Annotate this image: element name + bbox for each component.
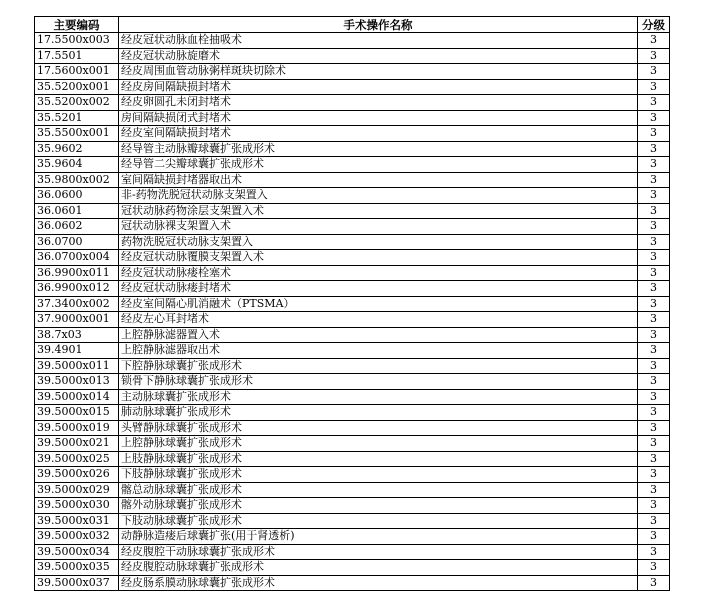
level-cell: 3	[638, 374, 670, 390]
name-cell: 经皮腹腔动脉球囊扩张成形术	[119, 560, 638, 576]
table-row	[35, 33, 670, 49]
name-cell: 经皮肠系膜动脉球囊扩张成形术	[119, 575, 638, 591]
table-row	[35, 234, 670, 250]
level-cell: 3	[638, 48, 670, 64]
name-cell: 经导管主动脉瓣球囊扩张成形术	[119, 141, 638, 157]
code-cell: 39.5000x014	[35, 389, 119, 405]
table-row	[35, 157, 670, 173]
level-cell: 3	[638, 157, 670, 173]
level-cell: 3	[638, 405, 670, 421]
level-cell: 3	[638, 358, 670, 374]
code-cell: 39.5000x029	[35, 482, 119, 498]
level-cell: 3	[638, 64, 670, 80]
header-code: 主要编码	[35, 17, 119, 33]
level-cell: 3	[638, 33, 670, 49]
table-body	[35, 33, 670, 591]
name-cell: 经皮冠状动脉覆膜支架置入术	[119, 250, 638, 266]
header-name: 手术操作名称	[119, 17, 638, 33]
table-row	[35, 110, 670, 126]
name-cell: 上腔静脉滤器置入术	[119, 327, 638, 343]
code-cell: 36.0600	[35, 188, 119, 204]
level-cell: 3	[638, 141, 670, 157]
level-cell: 3	[638, 529, 670, 545]
table-row	[35, 265, 670, 281]
name-cell: 髂外动脉球囊扩张成形术	[119, 498, 638, 514]
level-cell: 3	[638, 498, 670, 514]
name-cell: 经皮房间隔缺损封堵术	[119, 79, 638, 95]
table-row	[35, 64, 670, 80]
code-cell: 39.5000x035	[35, 560, 119, 576]
name-cell: 药物洗脱冠状动脉支架置入	[119, 234, 638, 250]
name-cell: 髂总动脉球囊扩张成形术	[119, 482, 638, 498]
level-cell: 3	[638, 420, 670, 436]
table-row	[35, 219, 670, 235]
code-cell: 17.5501	[35, 48, 119, 64]
code-cell: 39.5000x030	[35, 498, 119, 514]
code-cell: 39.5000x021	[35, 436, 119, 452]
name-cell: 上腔静脉滤器取出术	[119, 343, 638, 359]
level-cell: 3	[638, 126, 670, 142]
code-cell: 39.5000x011	[35, 358, 119, 374]
code-cell: 37.9000x001	[35, 312, 119, 328]
table-row	[35, 374, 670, 390]
name-cell: 经皮冠状动脉瘘封堵术	[119, 281, 638, 297]
name-cell: 上肢静脉球囊扩张成形术	[119, 451, 638, 467]
code-cell: 39.5000x025	[35, 451, 119, 467]
table-row	[35, 389, 670, 405]
table-row	[35, 343, 670, 359]
table-row	[35, 172, 670, 188]
name-cell: 非-药物洗脱冠状动脉支架置入	[119, 188, 638, 204]
table-row	[35, 544, 670, 560]
level-cell: 3	[638, 203, 670, 219]
table-row	[35, 405, 670, 421]
code-cell: 35.5201	[35, 110, 119, 126]
code-cell: 35.9602	[35, 141, 119, 157]
code-cell: 36.9900x012	[35, 281, 119, 297]
table-row	[35, 451, 670, 467]
table-row	[35, 250, 670, 266]
name-cell: 动静脉造瘘后球囊扩张(用于肾透析)	[119, 529, 638, 545]
name-cell: 经皮室间隔心肌消融术（PTSMA）	[119, 296, 638, 312]
code-cell: 35.5200x001	[35, 79, 119, 95]
code-cell: 39.5000x026	[35, 467, 119, 483]
code-cell: 39.5000x037	[35, 575, 119, 591]
code-cell: 17.5500x003	[35, 33, 119, 49]
name-cell: 锁骨下静脉球囊扩张成形术	[119, 374, 638, 390]
level-cell: 3	[638, 575, 670, 591]
level-cell: 3	[638, 234, 670, 250]
level-cell: 3	[638, 467, 670, 483]
table-row	[35, 575, 670, 591]
code-cell: 36.0700	[35, 234, 119, 250]
level-cell: 3	[638, 296, 670, 312]
table-row	[35, 312, 670, 328]
level-cell: 3	[638, 281, 670, 297]
code-cell: 35.5500x001	[35, 126, 119, 142]
code-cell: 39.5000x034	[35, 544, 119, 560]
level-cell: 3	[638, 312, 670, 328]
name-cell: 房间隔缺损闭式封堵术	[119, 110, 638, 126]
level-cell: 3	[638, 172, 670, 188]
table-header-row	[35, 17, 670, 33]
code-cell: 39.5000x032	[35, 529, 119, 545]
level-cell: 3	[638, 343, 670, 359]
code-cell: 36.0700x004	[35, 250, 119, 266]
level-cell: 3	[638, 95, 670, 111]
table-row	[35, 48, 670, 64]
level-cell: 3	[638, 513, 670, 529]
level-cell: 3	[638, 188, 670, 204]
name-cell: 头臂静脉球囊扩张成形术	[119, 420, 638, 436]
table-row	[35, 513, 670, 529]
table-row	[35, 281, 670, 297]
code-cell: 39.5000x015	[35, 405, 119, 421]
name-cell: 经导管二尖瓣球囊扩张成形术	[119, 157, 638, 173]
table-row	[35, 95, 670, 111]
table-row	[35, 482, 670, 498]
name-cell: 经皮周围血管动脉粥样斑块切除术	[119, 64, 638, 80]
level-cell: 3	[638, 436, 670, 452]
name-cell: 经皮卵圆孔未闭封堵术	[119, 95, 638, 111]
table-row	[35, 560, 670, 576]
name-cell: 经皮左心耳封堵术	[119, 312, 638, 328]
code-cell: 38.7x03	[35, 327, 119, 343]
name-cell: 肺动脉球囊扩张成形术	[119, 405, 638, 421]
name-cell: 经皮室间隔缺损封堵术	[119, 126, 638, 142]
level-cell: 3	[638, 482, 670, 498]
level-cell: 3	[638, 265, 670, 281]
table-row	[35, 467, 670, 483]
table-row	[35, 420, 670, 436]
name-cell: 下肢动脉球囊扩张成形术	[119, 513, 638, 529]
table-row	[35, 203, 670, 219]
level-cell: 3	[638, 560, 670, 576]
level-cell: 3	[638, 110, 670, 126]
level-cell: 3	[638, 250, 670, 266]
name-cell: 下腔静脉球囊扩张成形术	[119, 358, 638, 374]
code-cell: 39.5000x019	[35, 420, 119, 436]
table-row	[35, 141, 670, 157]
table-row	[35, 327, 670, 343]
table-row	[35, 498, 670, 514]
name-cell: 经皮冠状动脉瘘栓塞术	[119, 265, 638, 281]
procedure-table	[34, 16, 670, 591]
name-cell: 冠状动脉裸支架置入术	[119, 219, 638, 235]
level-cell: 3	[638, 451, 670, 467]
table-row	[35, 188, 670, 204]
name-cell: 冠状动脉药物涂层支架置入术	[119, 203, 638, 219]
level-cell: 3	[638, 327, 670, 343]
code-cell: 36.0601	[35, 203, 119, 219]
code-cell: 35.9604	[35, 157, 119, 173]
code-cell: 17.5600x001	[35, 64, 119, 80]
table-row	[35, 436, 670, 452]
table-row	[35, 358, 670, 374]
code-cell: 39.5000x031	[35, 513, 119, 529]
table-row	[35, 79, 670, 95]
table-row	[35, 296, 670, 312]
level-cell: 3	[638, 389, 670, 405]
name-cell: 室间隔缺损封堵器取出术	[119, 172, 638, 188]
table-row	[35, 126, 670, 142]
code-cell: 36.9900x011	[35, 265, 119, 281]
level-cell: 3	[638, 544, 670, 560]
level-cell: 3	[638, 79, 670, 95]
name-cell: 主动脉球囊扩张成形术	[119, 389, 638, 405]
name-cell: 下肢静脉球囊扩张成形术	[119, 467, 638, 483]
code-cell: 35.9800x002	[35, 172, 119, 188]
code-cell: 39.4901	[35, 343, 119, 359]
name-cell: 上腔静脉球囊扩张成形术	[119, 436, 638, 452]
name-cell: 经皮冠状动脉旋磨术	[119, 48, 638, 64]
code-cell: 36.0602	[35, 219, 119, 235]
table-row	[35, 529, 670, 545]
name-cell: 经皮腹腔干动脉球囊扩张成形术	[119, 544, 638, 560]
code-cell: 39.5000x013	[35, 374, 119, 390]
code-cell: 35.5200x002	[35, 95, 119, 111]
level-cell: 3	[638, 219, 670, 235]
code-cell: 37.3400x002	[35, 296, 119, 312]
name-cell: 经皮冠状动脉血栓抽吸术	[119, 33, 638, 49]
header-level: 分级	[638, 17, 670, 33]
